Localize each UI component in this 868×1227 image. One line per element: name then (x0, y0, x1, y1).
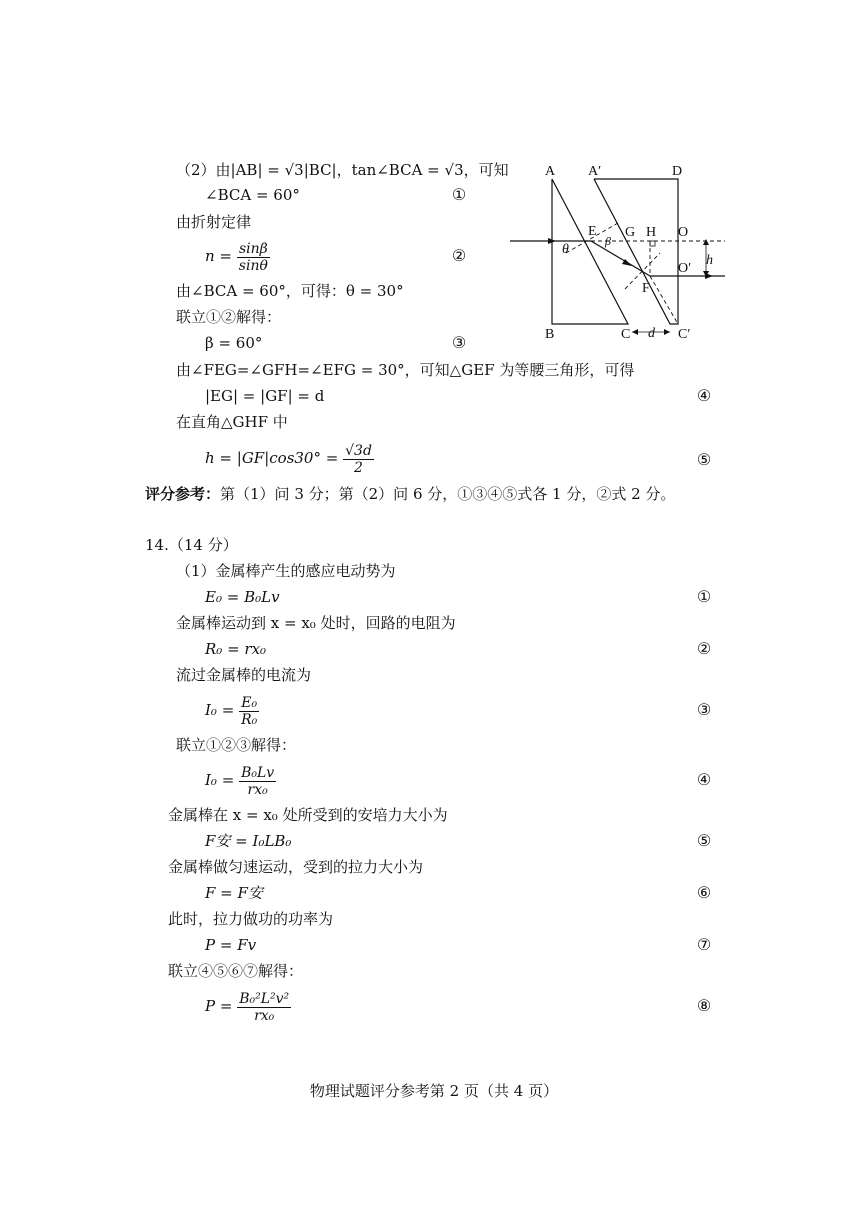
frac-den: sinθ (238, 257, 268, 274)
q14-eq-5: F安 = I₀LB₀ (205, 832, 292, 850)
q14-eq-2: R₀ = rx₀ (205, 640, 267, 658)
frac-den: rx₀ (254, 1007, 275, 1024)
frac-den: R₀ (241, 711, 258, 728)
label-E: E (588, 224, 597, 239)
label-theta: θ (562, 242, 569, 257)
part2-line-10: 在直角△GHF 中 (176, 413, 288, 431)
eq-mark-5: ⑤ (696, 450, 712, 469)
q14-eq-7: P = Fv (205, 936, 257, 954)
label-beta: β (605, 234, 611, 248)
q14-mark-4: ④ (696, 770, 712, 789)
label-O-prime: O′ (678, 261, 692, 276)
label-C-prime: C′ (678, 327, 691, 342)
part2-line-1: （2）由|AB| = √3|BC|，tan∠BCA = √3，可知 (176, 161, 509, 179)
part2-line-8: 由∠FEG=∠GFH=∠EFG = 30°，可知△GEF 为等腰三角形，可得 (176, 361, 635, 379)
part2-line-7: β = 60° (205, 334, 263, 352)
q14-eq-6: F = F安 (205, 884, 263, 902)
eq-mark-1: ① (451, 185, 467, 204)
label-F: F (642, 281, 650, 296)
label-B: B (545, 327, 555, 342)
q14-header: 14.（14 分） (145, 536, 238, 554)
q14-mark-7: ⑦ (696, 935, 712, 954)
label-d: d (648, 326, 655, 341)
frac-den: 2 (354, 459, 363, 476)
eq-mark-2: ② (451, 246, 467, 265)
formula-fraction (237, 991, 291, 1024)
q14-eq-3 (205, 692, 259, 728)
q14-step-2: 金属棒运动到 x = x₀ 处时，回路的电阻为 (176, 614, 456, 632)
h-formula (205, 440, 374, 476)
formula-lhs: n = (205, 247, 232, 265)
frac-num: √3d (345, 442, 372, 459)
scoring-line (145, 484, 675, 504)
q14-step-7: 此时，拉力做功的功率为 (168, 910, 334, 928)
q14-mark-5: ⑤ (696, 831, 712, 850)
label-G: G (625, 225, 636, 240)
label-H: H (646, 225, 657, 240)
part2-line-6: 联立①②解得： (176, 308, 282, 326)
part2-line-3: 由折射定律 (176, 213, 252, 231)
eq-mark-4: ④ (696, 386, 712, 405)
part2-line-9: |EG| = |GF| = d (205, 387, 325, 405)
label-A-prime: A′ (588, 164, 602, 179)
formula-lhs: I₀ = (205, 771, 235, 789)
frac-num: B₀Lv (241, 764, 275, 781)
frac-den: rx₀ (247, 781, 268, 798)
frac-num: sinβ (237, 241, 270, 258)
label-D: D (672, 164, 683, 179)
q14-step-3: 流过金属棒的电流为 (176, 666, 312, 684)
eq-mark-3: ③ (451, 333, 467, 352)
label-C: C (621, 327, 631, 342)
formula-lhs: P = (205, 997, 233, 1015)
q14-step-4: 联立①②③解得： (176, 736, 297, 754)
q14-mark-3: ③ (696, 700, 712, 719)
q14-step-5: 金属棒在 x = x₀ 处所受到的安培力大小为 (168, 806, 448, 824)
label-h: h (706, 253, 713, 268)
formula-lhs: I₀ = (205, 701, 235, 719)
formula-fraction (237, 241, 270, 274)
q14-eq-1: E₀ = B₀Lv (205, 588, 280, 606)
q14-eq-8 (205, 988, 291, 1024)
q14-mark-2: ② (696, 639, 712, 658)
part2-line-2: ∠BCA = 60° (205, 186, 300, 204)
q14-eq-4 (205, 762, 276, 798)
formula-fraction (239, 765, 276, 798)
prism-diagram (500, 155, 730, 345)
q14-mark-8: ⑧ (696, 996, 712, 1015)
formula-fraction (343, 443, 374, 476)
frac-num: E₀ (239, 695, 259, 712)
formula-lhs: h = |GF|cos30° = (205, 449, 339, 467)
part2-line-5: 由∠BCA = 60°，可得：θ = 30° (176, 282, 404, 300)
page-footer: 物理试题评分参考第 2 页（共 4 页） (309, 1082, 559, 1100)
frac-num: B₀²L²v² (239, 990, 290, 1007)
label-A: A (545, 164, 556, 179)
label-O: O (678, 225, 689, 240)
q14-step-1: （1）金属棒产生的感应电动势为 (176, 562, 396, 580)
q14-step-8: 联立④⑤⑥⑦解得： (168, 962, 304, 980)
q14-mark-1: ① (696, 587, 712, 606)
refraction-formula (205, 238, 270, 274)
scoring-text: 第（1）问 3 分；第（2）问 6 分，①③④⑤式各 1 分，②式 2 分。 (220, 485, 676, 503)
scoring-label: 评分参考： (145, 485, 221, 503)
formula-fraction (239, 695, 259, 728)
q14-step-6: 金属棒做匀速运动，受到的拉力大小为 (168, 858, 424, 876)
q14-mark-6: ⑥ (696, 883, 712, 902)
